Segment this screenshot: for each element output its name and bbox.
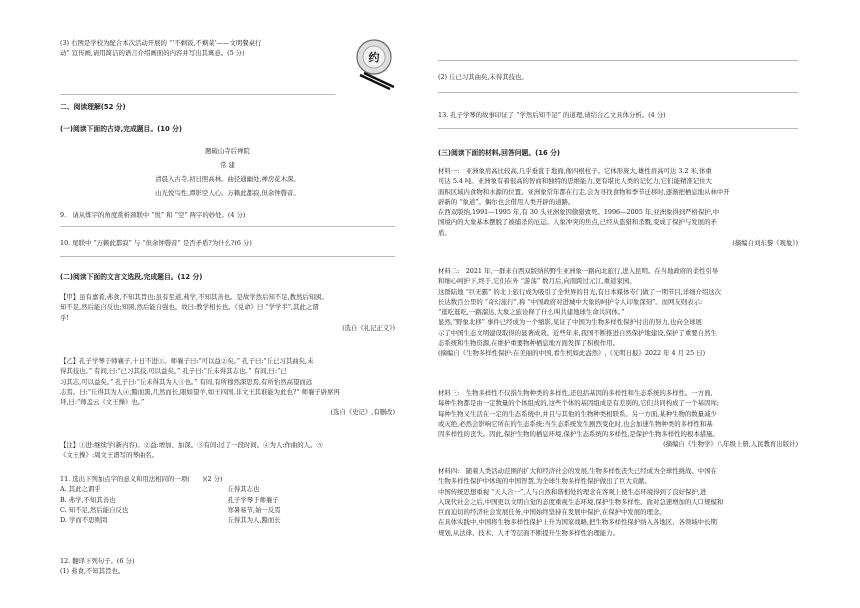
right-column [438, 0, 798, 608]
material-line: 态系统和生物资源,在维护重要物种栖息地方面发挥了积极作用。 [438, 338, 619, 347]
passage-line: 乎! [60, 313, 69, 322]
q12-item-1: (1) 弗食,不知其旨也。 [60, 567, 125, 576]
option-c-left: C. 知不足,然后能自反也 [60, 505, 129, 514]
poem-line-2: 山光悦鸟性,潭影空人心。万籁此都寂,但余钟磬音。 [155, 189, 300, 197]
q3-line-1: (3) 右图是学校为配合本次活动开展的 “‘不剩饭,不剩菜’——文明餐桌行 [60, 39, 262, 47]
question-12 [60, 556, 395, 577]
material-line: 显然,“野象北移” 事件已经成为一个缩影,见证了中国为生物多样性保护付出的努力,也向全球展 [438, 318, 702, 327]
material-line: 在具体实践中,中国将生物多样性保护上升为国家战略,把生物多样性保护纳入各地区、各领域中长期 [438, 518, 717, 527]
option-b [60, 495, 395, 505]
option-b-left: B. 弗学,不知其善也 [60, 495, 116, 504]
material-line: 材料一: 亚洲象肩高比较高,几乎垂直于地面,像四根柱子。它体形庞大,雄性肩高可达 3.2 米,体重 [438, 167, 712, 175]
answer-line [438, 128, 798, 129]
material-line: 在西双版纳,1991—1995 年,有 30 头亚洲象因偷猎致死。1996—2005 年,亚洲象得到严格保护,中 [438, 208, 720, 216]
poem-title: 题破山寺后禅院 [205, 147, 250, 155]
q12-stem: 12. 翻译下列句子。(6 分) [60, 557, 135, 565]
option-c [60, 505, 395, 515]
question-11 [60, 474, 395, 525]
answer-line [60, 256, 395, 257]
material-3 [438, 388, 798, 450]
material-line: 材料三: 生物多样性不仅指生物种类的多样性,还包括基因的多样性和生态系统的多样性。一方面, [438, 389, 713, 397]
option-d-left: D. 学而不思则罔 [60, 516, 108, 524]
passage-line: 【甲】虽有嘉肴,弗食,不知其旨也;虽有至道,弗学,不知其善也。是故学然后知不足,教然后知困。 [60, 293, 328, 301]
material-line: 和细心呵护下,终于,它们在外 “游荡” 数月后,向南跨过元江,重返家园。 [438, 277, 636, 286]
material-source: (摘编自《生物学》八年级上册,人民教育出版社) [663, 440, 798, 449]
material-line: 面积区域内食物和水源的位置。亚洲象常年都在行走,会为寻找食物和季节迁移时,逐渐把栖息地从林中开 [438, 187, 730, 196]
passage-line: 习其志,可以益矣。” 孔子曰:“丘未得其为人③也。” 有间,有所穆然深思焉,有所怡然高望而远 [60, 377, 313, 386]
material-line: 或灭绝,必然会影响它所在的生态系统;当生态系统发生剧烈变化时,也会加速生物种类的多样性和基 [438, 419, 713, 428]
material-line: 生物多样性保护中体现的中国智慧,为全球生物多样性保护做出了巨大贡献。 [438, 477, 651, 486]
q12-item-2: (2) 丘已习其曲矣,未得其技也。 [438, 73, 528, 81]
answer-line [60, 226, 395, 227]
material-line: 规划,从法律、技术、人才等层面不断提升生物多样性治理能力。 [438, 528, 619, 537]
option-d [60, 515, 395, 525]
material-line: 可达 5.4 吨。亚洲象有着很高的智商和独特的思维能力,更有堪比人类的记忆力,它们能精准记住大 [438, 177, 712, 186]
material-line: 这群陆地 “巨无霸” 的北上旅行成为吸引了全世界的目光,有日本媒体专门做了一期节目,详细介绍这次 [438, 287, 722, 296]
material-line: 长达数百公里的 “奇幻旅行”,称 “中国政府对进城中大象的呵护令人印象深刻”。而网友则表示: [438, 297, 703, 306]
material-line: 示了中国生态文明建设取得的显著成效。近些年来,我国不断推进自然保护地建设,保护了重要自然生 [438, 328, 717, 337]
notes-line: 【注】①进:继续学(新内容)。②益:增加、加深。③有间:过了一段时间。④为人:作曲的人。⑤ [60, 441, 323, 449]
material-source: (摘编自刘东黎《观象》) [732, 238, 798, 247]
material-line: “逛吃逛吃,一路溜达,大象之旅诠释了什么叫共建地球生命共同体。” [438, 308, 625, 316]
material-line: 材料四: 随着人类活动范围的扩大和经济社会的发展,生物多样性丧失已经成为全球性挑战。中国在 [438, 467, 717, 475]
option-c-right: 寒暑易节,始一反焉 [227, 505, 281, 514]
material-line: 因多样性的丧失。因此,保护生物的栖息环境,保护生态系统的多样性,是保护生物多样性的根本措施。 [438, 430, 719, 438]
answer-line [60, 94, 335, 95]
notes [60, 440, 395, 461]
passage-line: 得其技也。” 有间,曰:“已习其技,可以益矣。” 孔子曰:“丘未得其志也。” 有间,曰:“已 [60, 367, 287, 376]
material-2 [438, 266, 798, 358]
poster-char: 约 [368, 51, 380, 64]
material-line: 每种生物又生活在一定的生态系统中,并且与其他的生物种类相联系。另一方面,某种生物的数量减少 [438, 409, 717, 418]
material-source: (摘编自《生物多样性保护:在美丽的中国,看生机如此盎然》,《光明日报》2022 年 4 月 25 日) [438, 349, 706, 357]
material-line: 入现代社会之后,中国更以文明自觉的态度重视生态环境,保护生物多样性。面对急速增加的人口规模和 [438, 497, 724, 506]
option-b-right: 孔子学琴于师襄子 [227, 495, 279, 504]
subsection-1-title: (一)阅读下面的古诗,完成题目。(10 分) [60, 125, 182, 133]
question-9: 9. 请从炼字的角度赏析颈联中 “悦” 和 “空” 两字的妙处。(4 分) [60, 211, 246, 219]
subsection-2-title: (二)阅读下面的文言文选段,完成题目。(12 分) [60, 273, 203, 281]
passage-source: (选自《礼记正义》) [342, 323, 395, 332]
material-line: 国境内的大象基本摆脱了被捕杀的厄运。人象冲突的焦点,已经从盗猎和杀戮,变成了保护与发展的矛 [438, 218, 717, 227]
option-d-right: 丘得其为人,黯而长 [227, 516, 281, 524]
poster-image [350, 35, 400, 91]
material-line: 盾。 [438, 228, 451, 237]
material-line: 材料二: 2021 年,一群来自西双版纳的野生亚洲象一路向北旅行,进入昆明。在当地政府的柔性引导 [438, 267, 719, 275]
section-reading-title: 二、阅读理解(52 分) [60, 103, 126, 111]
material-1 [438, 166, 798, 248]
passage-jia [60, 292, 395, 333]
answer-line [438, 92, 798, 93]
option-a-right: 丘得其志也 [227, 485, 260, 494]
passage-line: 志焉。曰:“丘得其为人④,黯而黑,几然而长,眼如望羊,如王四国,非文王其谁能为此也?” 师襄子辟席再 [60, 387, 340, 396]
q3-line-2: 动” 宣传画,请用简洁的语言介绍画面的内容并写出其寓意。(5 分) [60, 49, 245, 58]
poem-line-1: 清晨入古寺,初日照高林。曲径通幽处,禅房花木深。 [155, 175, 300, 183]
q11-stem: 11. 选出下列加点字的意义和用法相同的一项( )(2 分) [60, 475, 223, 483]
poem-author: 常 建 [220, 161, 235, 169]
option-a-left: A. 其此之谓乎 [60, 485, 101, 494]
passage-line: 拜,曰:“师盖云《文王操》也。” [60, 398, 145, 406]
material-4 [438, 466, 798, 538]
passage-source: (选自《史记》,有删改) [330, 408, 395, 417]
left-column [60, 0, 395, 608]
option-a [60, 484, 395, 494]
material-line: 每种生物都是由一定数量的个体组成的,这些个体的基因组成是有差别的,它们共同构成了一个基因库; [438, 399, 720, 408]
question-10: 10. 尾联中 “万籁此都寂” 与 “但余钟磬音” 是否矛盾?为什么?(6 分) [60, 239, 252, 247]
material-line: 中国传统思想重视 “天人合一”,人与自然和谐相处的理念在客观上使生态环境得到了良好保护,进 [438, 487, 707, 496]
material-line: 巨而迫切的经济社会发展任务,中国始终坚持在发展中保护,在保护中发展的理念。 [438, 508, 666, 516]
notes-line: 《文王操》:周文王谱写的琴曲名。 [60, 451, 159, 460]
question-3 [60, 38, 395, 59]
question-13: 13. 孔子学琴的故事印证了 “学然后知不足” 的道理,请结合乙文具体分析。(4 分) [438, 111, 666, 119]
answer-line [438, 60, 798, 61]
subsection-3-title: (三)阅读下面的材料,回答问题。(16 分) [438, 149, 560, 157]
passage-yi [60, 356, 395, 418]
passage-line: 【乙】孔子学琴于师襄子,十日不进①。师襄子曰:“可以益②矣。” 孔子曰:“丘已习其曲矣,未 [60, 357, 314, 365]
material-line: 辟新的 “象道”。偶尔也会借用人类开辟的道路。 [438, 197, 575, 206]
passage-line: 知不足,然后能自反也;知困,然后能自强也。故曰:教学相长也。《兑命》曰 “学学半”,其此之谓 [60, 303, 319, 312]
